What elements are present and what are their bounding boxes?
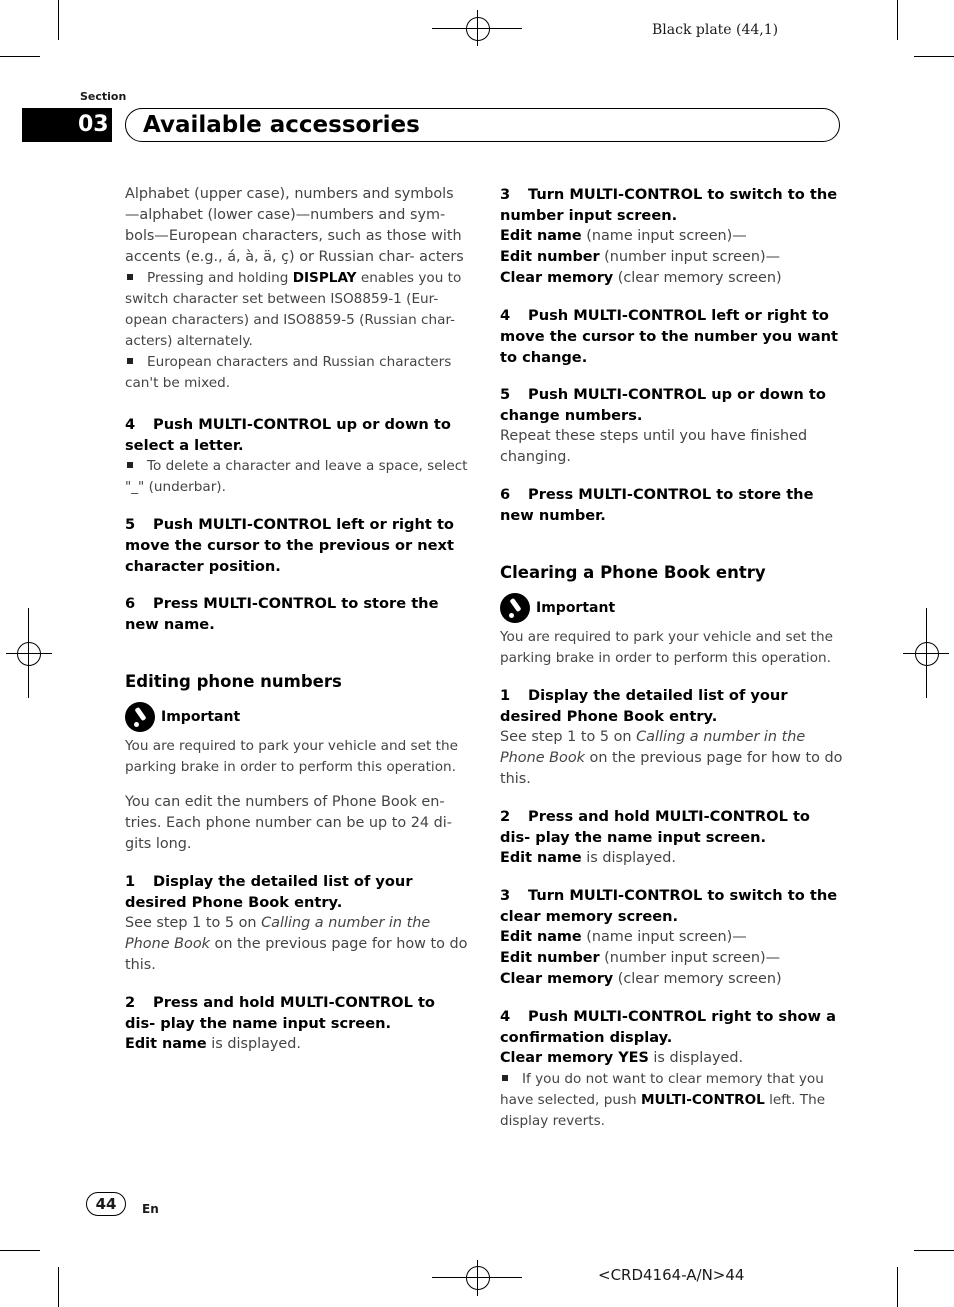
step-heading: 5 Push MULTI-CONTROL up or down to change numbers. — [500, 386, 826, 424]
step-heading: 1 Display the detailed list of your desired Phone Book entry. — [500, 687, 788, 725]
step-text: Clear memory (clear memory screen) — [500, 971, 782, 987]
step-heading: 1 Display the detailed list of your desired Phone Book entry. — [125, 873, 413, 911]
registration-mark — [915, 642, 939, 666]
step-text: Edit name is displayed. — [125, 1036, 301, 1052]
step-heading: 5 Push MULTI-CONTROL left or right to move the cursor to the previous or next character position. — [125, 516, 454, 575]
step-text: Edit number (number input screen)— — [500, 950, 780, 966]
step-heading: 4 Push MULTI-CONTROL right to show a confirmation display. — [500, 1008, 836, 1046]
step-text: Edit name (name input screen)— — [500, 228, 747, 244]
subheading: Editing phone numbers — [125, 672, 342, 691]
crop-mark — [0, 56, 40, 57]
crop-mark — [914, 56, 954, 57]
section-title: Available accessories — [143, 112, 420, 138]
important-label: Important — [125, 702, 470, 732]
step-text: Clear memory (clear memory screen) — [500, 270, 782, 286]
step-text: See step 1 to 5 on Calling a number in the Phone Book on the previous page for how to do this. — [125, 915, 468, 973]
step-heading: 6 Press MULTI-CONTROL to store the new number. — [500, 486, 814, 524]
important-text: You are required to park your vehicle and set the parking brake in order to perform this operation. — [125, 738, 458, 775]
step-heading: 4 Push MULTI-CONTROL up or down to select a letter. — [125, 416, 451, 454]
step-text: Edit number (number input screen)— — [500, 249, 780, 265]
step-text: Edit name (name input screen)— — [500, 929, 747, 945]
plate-label: Black plate (44,1) — [652, 22, 779, 38]
important-icon — [125, 702, 155, 732]
step-heading: 2 Press and hold MULTI-CONTROL to dis- play the name input screen. — [500, 808, 810, 846]
step-heading: 4 Push MULTI-CONTROL left or right to move the cursor to the number you want to change. — [500, 307, 839, 366]
important-icon — [500, 593, 530, 623]
crop-mark — [58, 0, 59, 40]
section-number: 03 — [22, 108, 112, 142]
crop-mark — [58, 1267, 59, 1307]
note-item: Pressing and holding DISPLAY enables you to switch character set between ISO8859-1 (Eur- opean characters) and ISO8859-5 (Russian char- acters) alternately. — [125, 270, 462, 349]
registration-mark — [466, 17, 490, 41]
crop-mark — [897, 1267, 898, 1307]
bullet-icon — [127, 358, 133, 364]
step-heading: 3 Turn MULTI-CONTROL to switch to the clear memory screen. — [500, 887, 838, 925]
important-text: You are required to park your vehicle and set the parking brake in order to perform this operation. — [500, 629, 833, 666]
step-text: Repeat these steps until you have finished changing. — [500, 428, 808, 465]
intro-paragraph: Alphabet (upper case), numbers and symbols —alphabet (lower case)—numbers and sym- bols—European characters, such as those with accents (e.g., á, à, ä, ç) or Russian char- acters — [125, 186, 464, 265]
step-text: See step 1 to 5 on Calling a number in the Phone Book on the previous page for how to do this. — [500, 729, 843, 787]
language-code: En — [142, 1202, 159, 1216]
document-code: <CRD4164-A/N>44 — [598, 1266, 745, 1284]
step-heading: 6 Press MULTI-CONTROL to store the new name. — [125, 595, 439, 633]
bullet-icon — [502, 1075, 508, 1081]
bullet-icon — [127, 462, 133, 468]
note-item: To delete a character and leave a space, select "_" (underbar). — [125, 458, 468, 495]
bullet-icon — [127, 274, 133, 280]
right-column — [500, 184, 845, 1132]
left-column — [125, 184, 470, 1055]
important-label: Important — [500, 593, 845, 623]
registration-mark — [466, 1266, 490, 1290]
note-item: European characters and Russian characters can't be mixed. — [125, 354, 452, 391]
step-heading: 3 Turn MULTI-CONTROL to switch to the number input screen. — [500, 186, 838, 224]
step-text: Edit name is displayed. — [500, 850, 676, 866]
paragraph: You can edit the numbers of Phone Book en- tries. Each phone number can be up to 24 di- gits long. — [125, 794, 452, 852]
section-label: Section — [80, 90, 127, 103]
page-number: 44 — [86, 1192, 126, 1216]
registration-mark — [17, 642, 41, 666]
step-text: Clear memory YES is displayed. — [500, 1050, 744, 1066]
step-heading: 2 Press and hold MULTI-CONTROL to dis- play the name input screen. — [125, 994, 435, 1032]
note-item: If you do not want to clear memory that you have selected, push MULTI-CONTROL left. The display reverts. — [500, 1071, 826, 1129]
subheading: Clearing a Phone Book entry — [500, 563, 766, 582]
crop-mark — [914, 1250, 954, 1251]
crop-mark — [897, 0, 898, 40]
crop-mark — [0, 1250, 40, 1251]
